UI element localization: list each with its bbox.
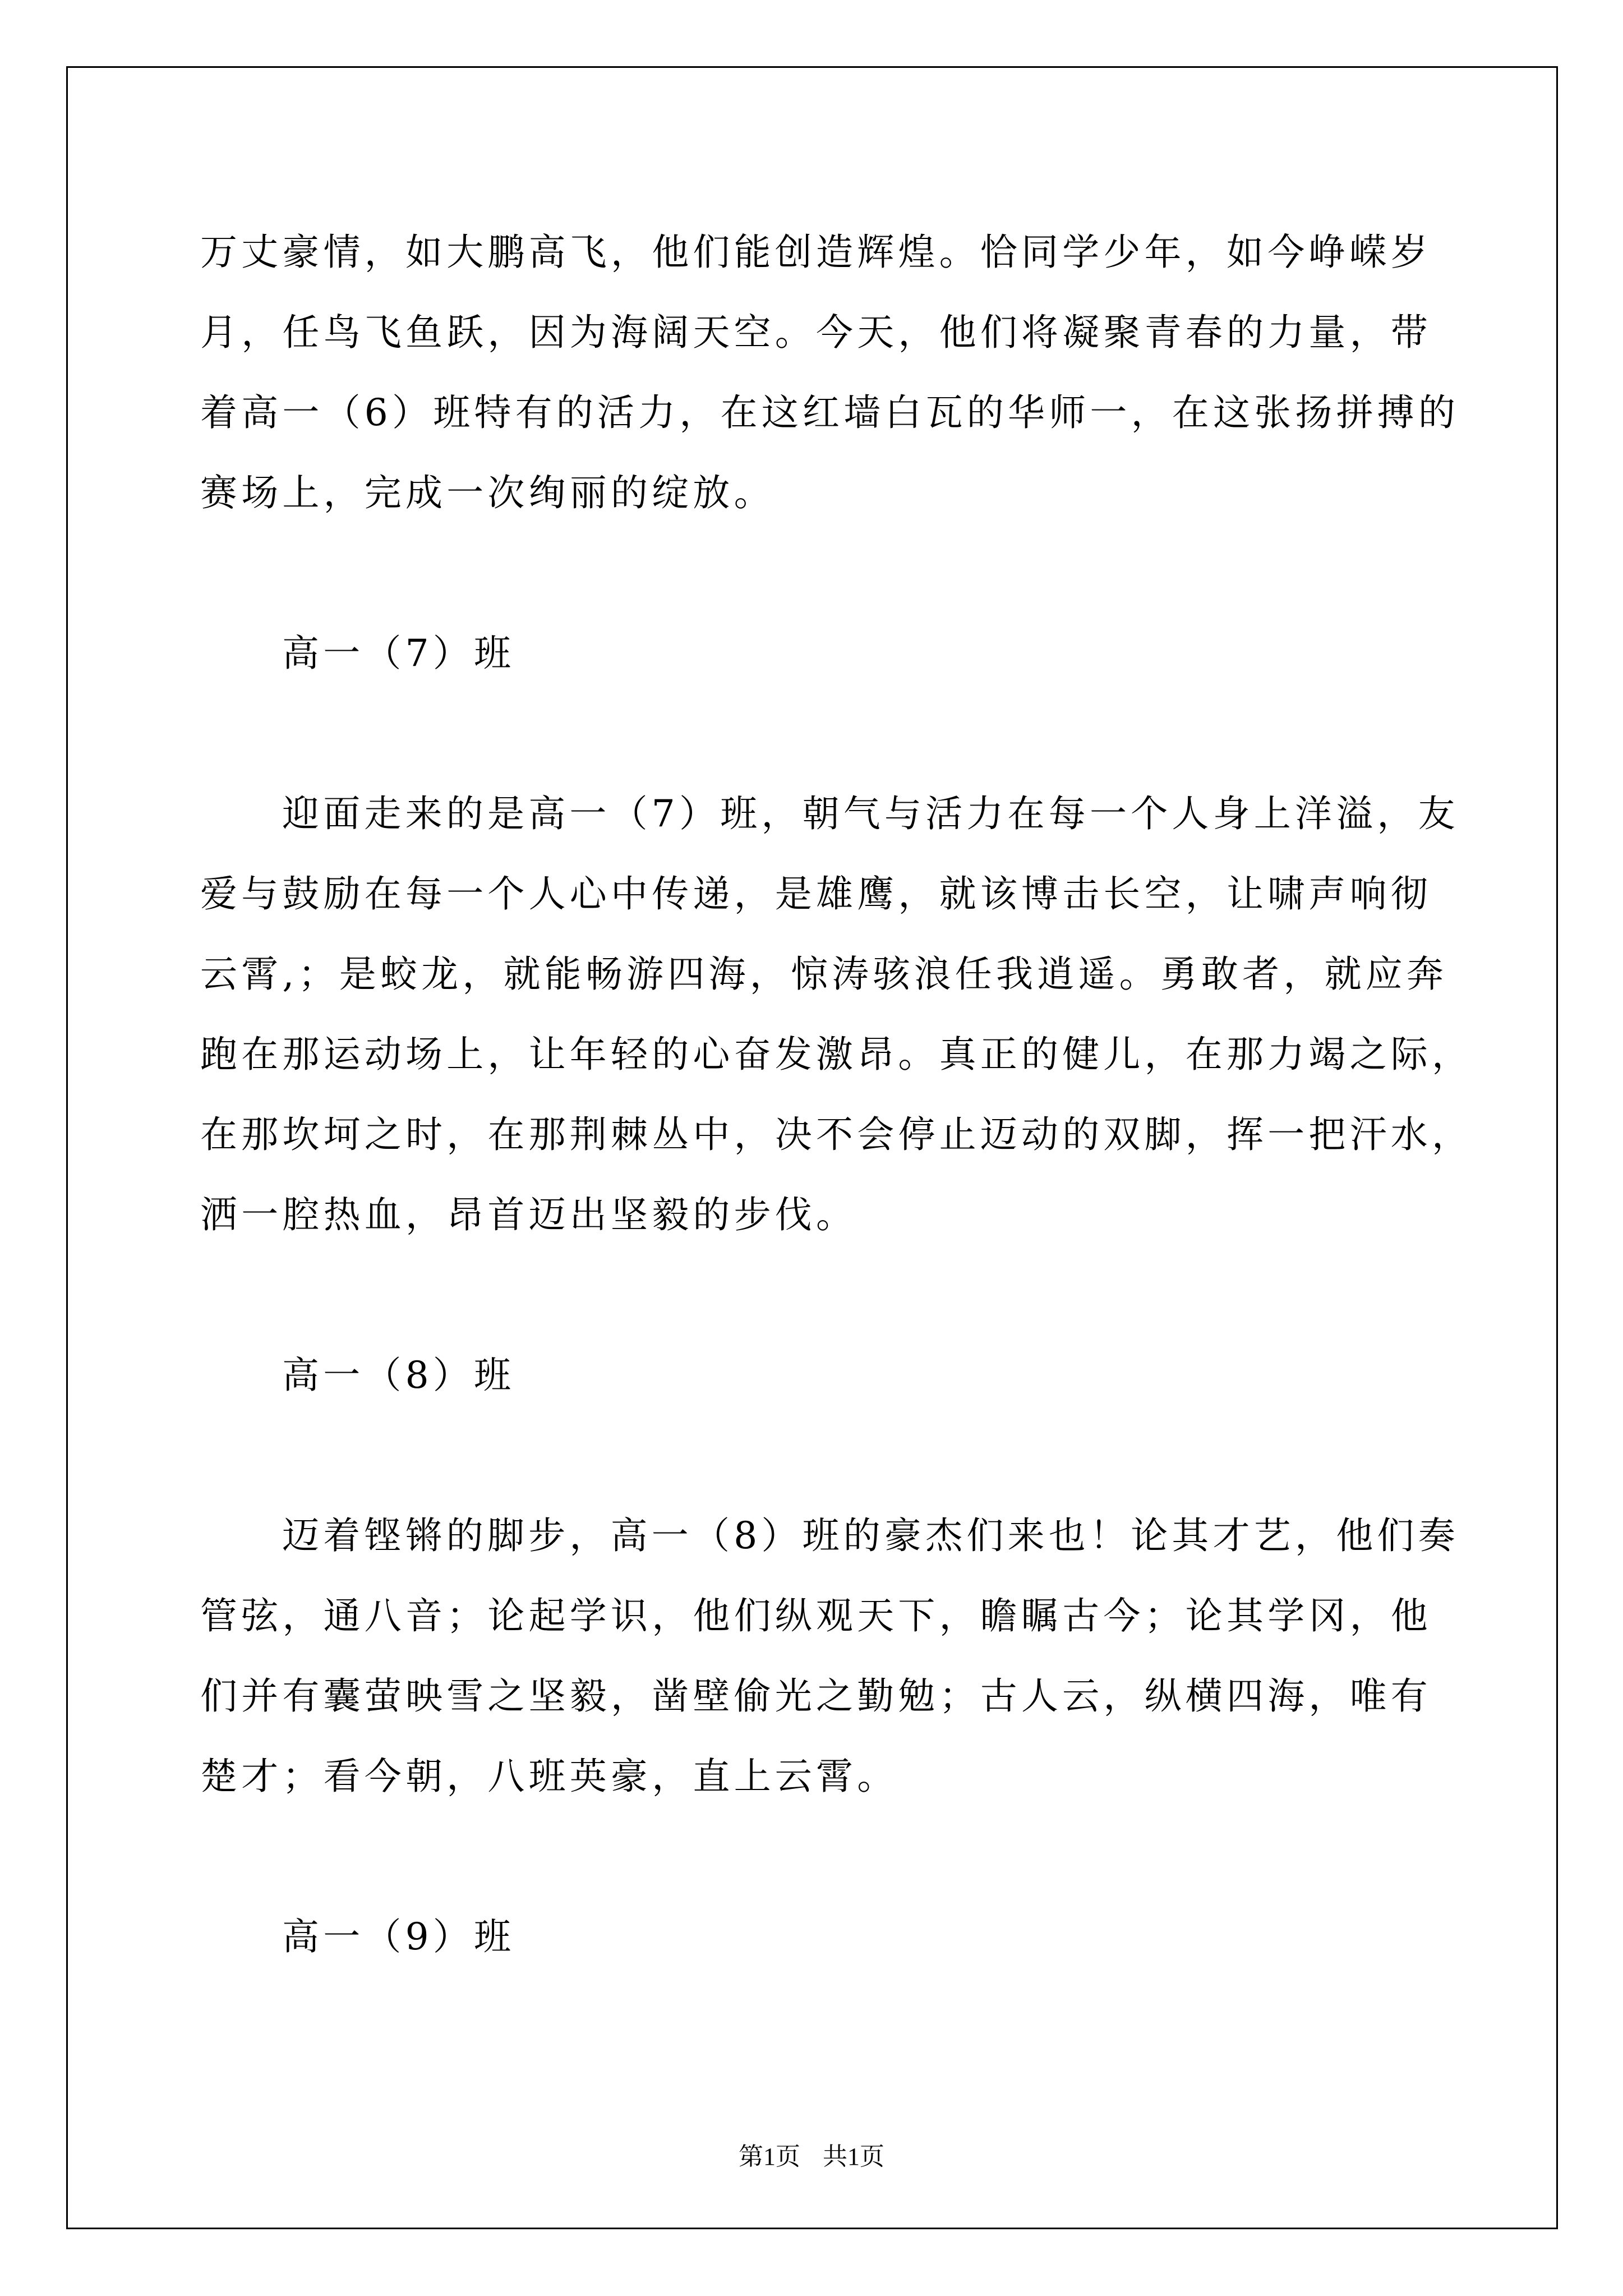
section-heading	[200, 613, 1428, 693]
paragraph	[200, 212, 1460, 533]
paragraph	[200, 774, 1473, 1255]
paragraph-line: 迈着铿锵的脚步，高一（8）班的豪杰们来也！论其才艺，他们奏	[282, 1514, 1459, 1557]
page-footer	[0, 2140, 1623, 2174]
paragraph-line: 洒一腔热血，昂首迈出坚毅的步伐。	[200, 1193, 857, 1236]
paragraph	[200, 1496, 1459, 1816]
paragraph-line: 迎面走来的是高一（7）班，朝气与活力在每一个人身上洋溢，友	[282, 792, 1459, 835]
heading-text: 高一（9）班	[282, 1915, 515, 1958]
heading-text: 高一（7）班	[282, 632, 515, 675]
heading-text: 高一（8）班	[282, 1354, 515, 1397]
paragraph-line: 万丈豪情，如大鹏高飞，他们能创造辉煌。恰同学少年，如今峥嵘岁	[200, 231, 1432, 274]
paragraph-line: 们并有囊萤映雪之坚毅，凿壁偷光之勤勉；古人云，纵横四海，唯有	[200, 1674, 1432, 1718]
document-body	[200, 212, 1473, 1977]
section-heading	[200, 1897, 1428, 1977]
paragraph-line: 楚才；看今朝，八班英豪，直上云霄。	[200, 1755, 898, 1798]
paragraph-line: 云霄,；是蛟龙，就能畅游四海，惊涛骇浪任我逍遥。勇敢者，就应奔	[200, 953, 1448, 996]
page-number: 第1页	[739, 2143, 800, 2170]
paragraph-line: 管弦，通八音；论起学识，他们纵观天下，瞻瞩古今；论其学冈，他	[200, 1594, 1432, 1637]
paragraph-line: 赛场上，完成一次绚丽的绽放。	[200, 471, 775, 514]
paragraph-line: 月，任鸟飞鱼跃，因为海阔天空。今天，他们将凝聚青春的力量，带	[200, 311, 1432, 354]
page-total: 共1页	[823, 2143, 884, 2170]
paragraph-line: 跑在那运动场上，让年轻的心奋发激昂。真正的健儿，在那力竭之际，	[200, 1033, 1473, 1076]
paragraph-line: 着高一（6）班特有的活力，在这红墙白瓦的华师一，在这张扬拼搏的	[200, 391, 1460, 434]
paragraph-line: 爱与鼓励在每一个人心中传递，是雄鹰，就该博击长空，让啸声响彻	[200, 872, 1432, 915]
section-heading	[200, 1335, 1428, 1415]
paragraph-line: 在那坎坷之时，在那荆棘丛中，决不会停止迈动的双脚，挥一把汗水，	[200, 1113, 1473, 1156]
